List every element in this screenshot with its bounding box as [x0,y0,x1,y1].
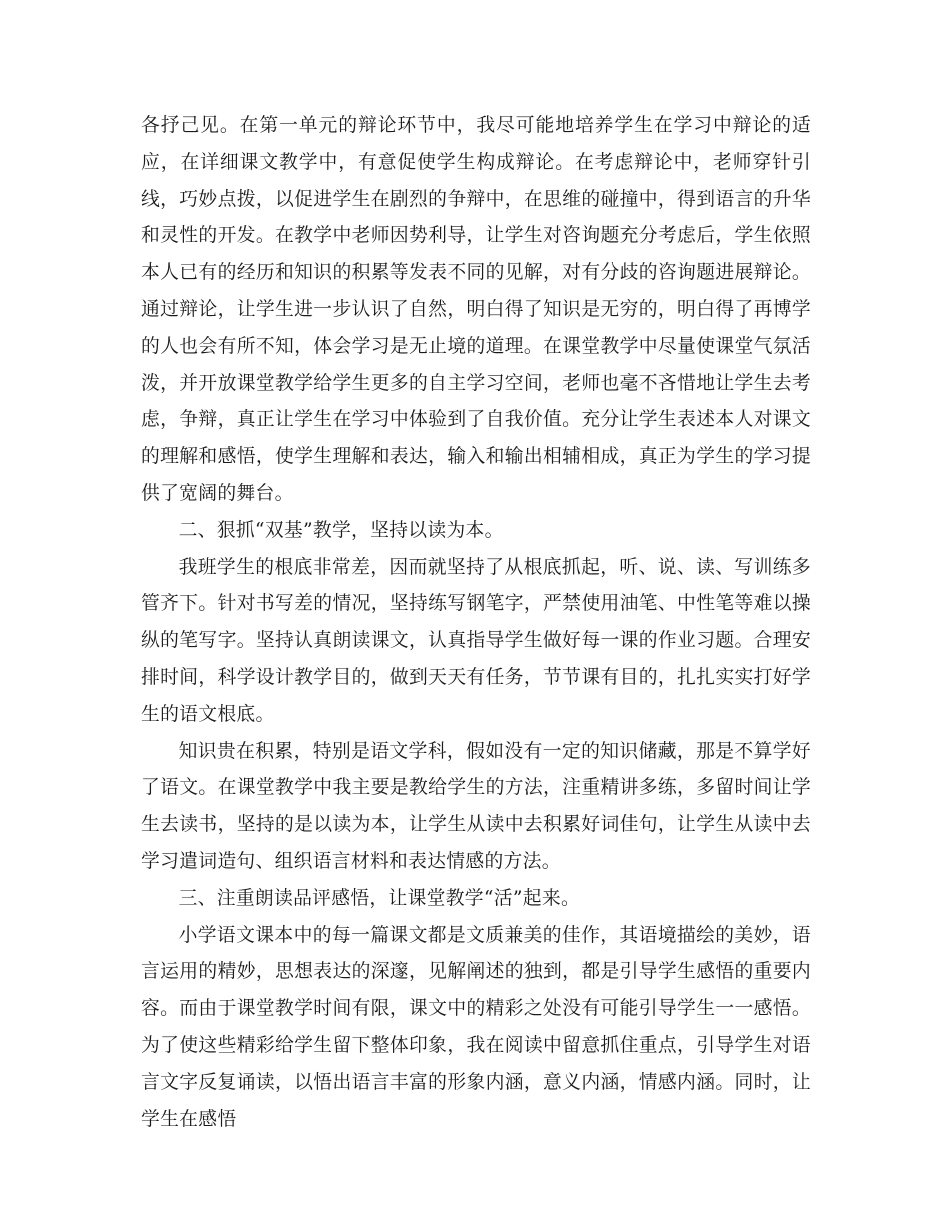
section-heading-3: 三、注重朗读品评感悟，让课堂教学“活”起来。 [178,887,581,909]
body-text [141,108,811,1138]
paragraph-continued: 各抒己见。在第一单元的辩论环节中，我尽可能地培养学生在学习中辩论的适应，在详细课文教学中，有意促使学生构成辩论。在考虑辩论中，老师穿针引线，巧妙点拨，以促进学生在剧烈的争辩中，在思维的碰撞中，得到语言的升华和灵性的开发。在教学中老师因势利导，让学生对咨询题充分考虑后，学生依照本人已有的经历和知识的积累等发表不同的见解，对有分歧的咨询题进展辩论。通过辩论，让学生进一步认识了自然，明白得了知识是无穷的，明白得了再博学的人也会有所不知，体会学习是无止境的道理。在课堂教学中尽量使课堂气氛活泼，并开放课堂教学给学生更多的自主学习空间，老师也毫不吝惜地让学生去考虑，争辩，真正让学生在学习中体验到了自我价值。充分让学生表述本人对课文的理解和感悟，使学生理解和表达，输入和输出相辅相成，真正为学生的学习提供了宽阔的舞台。 [141,115,811,504]
section-heading-2: 二、狠抓“双基”教学，坚持以读为本。 [178,519,504,541]
paragraph: 知识贵在积累，特别是语文学科，假如没有一定的知识储藏，那是不算学好了语文。在课堂教学中我主要是教给学生的方法，注重精讲多练，多留时间让学生去读书，坚持的是以读为本，让学生从读中去积累好词佳句，让学生从读中去学习遣词造句、组织语言材料和表达情感的方法。 [141,740,811,872]
paragraph: 小学语文课本中的每一篇课文都是文质兼美的佳作，其语境描绘的美妙，语言运用的精妙，思想表达的深邃，见解阐述的独到，都是引导学生感悟的重要内容。而由于课堂教学时间有限，课文中的精彩之处没有可能引导学生一一感悟。为了使这些精彩给学生留下整体印象，我在阅读中留意抓住重点，引导学生对语言文字反复诵读，以悟出语言丰富的形象内涵，意义内涵，情感内涵。同时，让学生在感悟 [141,924,811,1130]
paragraph: 我班学生的根底非常差，因而就坚持了从根底抓起，听、说、读、写训练多管齐下。针对书写差的情况，坚持练写钢笔字，严禁使用油笔、中性笔等难以操纵的笔写字。坚持认真朗读课文，认真指导学生做好每一课的作业习题。合理安排时间，科学设计教学目的，做到天天有任务，节节课有目的，扎扎实实打好学生的语文根底。 [141,556,811,725]
